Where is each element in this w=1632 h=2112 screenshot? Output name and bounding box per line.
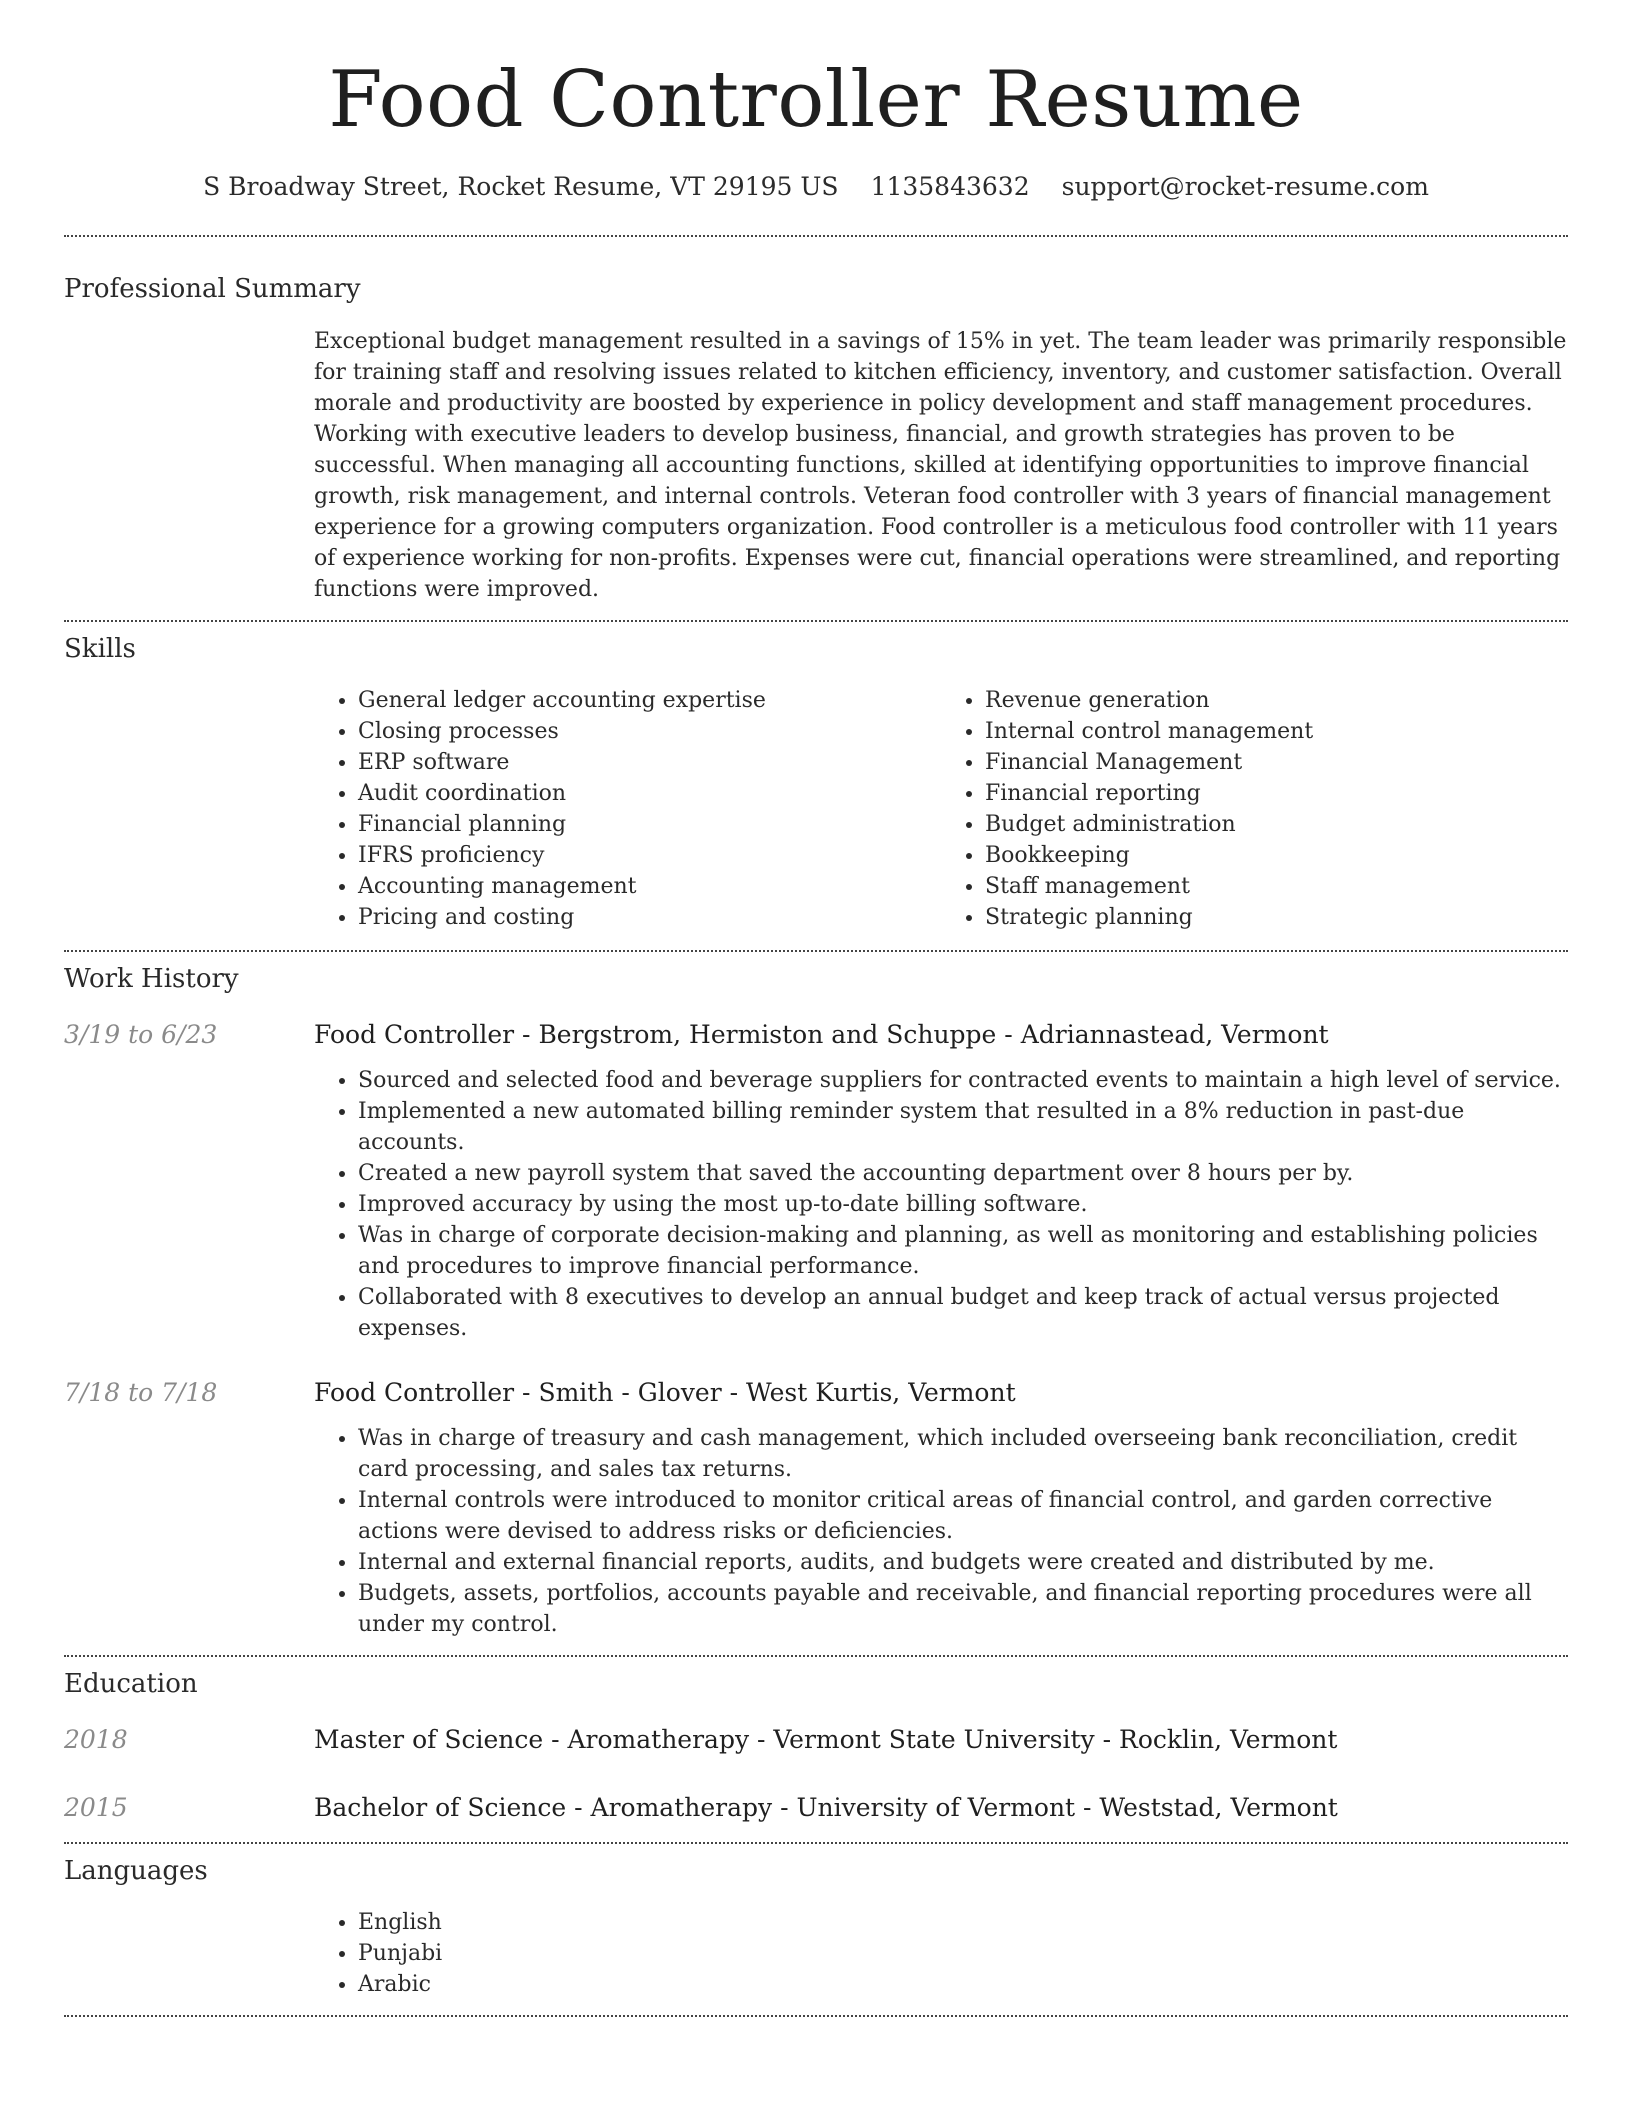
- skill-item: • Financial reporting: [985, 778, 1568, 809]
- section-divider: [64, 2015, 1568, 2017]
- skills-heading: Skills: [64, 634, 136, 664]
- job-bullet: • Created a new payroll system that saved the accounting department over 8 hours per by.: [358, 1158, 1568, 1189]
- job-bullet: • Sourced and selected food and beverage suppliers for contracted events to maintain a high level of service.: [358, 1065, 1568, 1096]
- contact-line: [64, 170, 1568, 204]
- job-entry: [64, 1376, 1568, 1640]
- education-heading-line: Bachelor of Science - Aromatherapy - University of Vermont - Weststad, Vermont: [314, 1793, 1338, 1822]
- job-bullets: [314, 1065, 1568, 1344]
- education-entry: [64, 1791, 1568, 1825]
- language-item: • Punjabi: [358, 1938, 1568, 1969]
- job-bullet: • Was in charge of corporate decision-making and planning, as well as monitoring and establishing policies and procedures to improve financial performance.: [358, 1220, 1568, 1282]
- summary-text: Exceptional budget management resulted in a savings of 15% in yet. The team leader was primarily responsible for training staff and resolving issues related to kitchen efficiency, inventory, and customer satisfaction. Overall morale and productivity are boosted by experience in policy development and staff management procedures. Working with executive leaders to develop business, financial, and growth strategies has proven to be successful. When managing all accounting functions, skilled at identifying opportunities to improve financial growth, risk management, and internal controls. Veteran food controller with 3 years of financial management experience for a growing computers organization. Food controller is a meticulous food controller with 11 years of experience working for non-profits. Expenses were cut, financial operations were streamlined, and reporting functions were improved.: [314, 329, 1567, 602]
- skill-item: • Accounting management: [358, 871, 941, 902]
- language-item: • English: [358, 1907, 1568, 1938]
- contact-email: support@rocket-resume.com: [1061, 172, 1429, 201]
- work-history-section: [64, 952, 1568, 1640]
- skill-item: • Financial planning: [358, 809, 941, 840]
- job-dates: 3/19 to 6/23: [64, 1020, 218, 1049]
- job-bullet: • Was in charge of treasury and cash management, which included overseeing bank reconciliation, credit card processing, and sales tax returns.: [358, 1423, 1568, 1485]
- skill-item: • Revenue generation: [985, 685, 1568, 716]
- education-year: 2018: [64, 1725, 128, 1754]
- job-bullet: • Budgets, assets, portfolios, accounts payable and receivable, and financial reporting procedures were all under my control.: [358, 1578, 1568, 1640]
- languages-list: [314, 1907, 1568, 2000]
- job-bullet: • Improved accuracy by using the most up-to-date billing software.: [358, 1189, 1568, 1220]
- skill-item: • Pricing and costing: [358, 902, 941, 933]
- job-bullet: • Implemented a new automated billing reminder system that resulted in a 8% reduction in past-due accounts.: [358, 1096, 1568, 1158]
- summary-section: [64, 237, 1568, 605]
- summary-heading: Professional Summary: [64, 274, 361, 304]
- job-dates: 7/18 to 7/18: [64, 1378, 218, 1407]
- job-heading: Food Controller - Smith - Glover - West Kurtis, Vermont: [314, 1378, 1016, 1407]
- contact-address: S Broadway Street, Rocket Resume, VT 29195 US: [203, 172, 839, 201]
- skill-item: • Budget administration: [985, 809, 1568, 840]
- skill-item: • Audit coordination: [358, 778, 941, 809]
- skill-item: • Closing processes: [358, 716, 941, 747]
- languages-section: [64, 1844, 1568, 2000]
- job-bullet: • Internal controls were introduced to monitor critical areas of financial control, and garden corrective actions were devised to address risks or deficiencies.: [358, 1485, 1568, 1547]
- job-bullets: [314, 1423, 1568, 1640]
- skills-section: [64, 622, 1568, 933]
- languages-heading: Languages: [64, 1856, 208, 1886]
- skill-item: • Internal control management: [985, 716, 1568, 747]
- skills-list-right: [941, 685, 1568, 933]
- skill-item: • Financial Management: [985, 747, 1568, 778]
- language-item: • Arabic: [358, 1969, 1568, 2000]
- skills-grid: [314, 685, 1568, 933]
- skill-item: • Strategic planning: [985, 902, 1568, 933]
- contact-phone: 1135843632: [870, 172, 1030, 201]
- resume-title: Food Controller Resume: [328, 55, 1304, 145]
- skill-item: • ERP software: [358, 747, 941, 778]
- education-heading: Education: [64, 1669, 198, 1699]
- skill-item: • IFRS proficiency: [358, 840, 941, 871]
- job-bullet: • Collaborated with 8 executives to develop an annual budget and keep track of actual versus projected expenses.: [358, 1282, 1568, 1344]
- skill-item: • General ledger accounting expertise: [358, 685, 941, 716]
- education-year: 2015: [64, 1793, 128, 1822]
- education-heading-line: Master of Science - Aromatherapy - Vermont State University - Rocklin, Vermont: [314, 1725, 1338, 1754]
- job-heading: Food Controller - Bergstrom, Hermiston and Schuppe - Adriannastead, Vermont: [314, 1020, 1329, 1049]
- education-section: [64, 1657, 1568, 1825]
- skill-item: • Staff management: [985, 871, 1568, 902]
- job-entry: [64, 1018, 1568, 1344]
- resume-header: [64, 0, 1568, 204]
- work-history-heading: Work History: [64, 964, 239, 994]
- skills-list-left: [314, 685, 941, 933]
- job-bullet: • Internal and external financial reports, audits, and budgets were created and distributed by me.: [358, 1547, 1568, 1578]
- education-entry: [64, 1723, 1568, 1757]
- skill-item: • Bookkeeping: [985, 840, 1568, 871]
